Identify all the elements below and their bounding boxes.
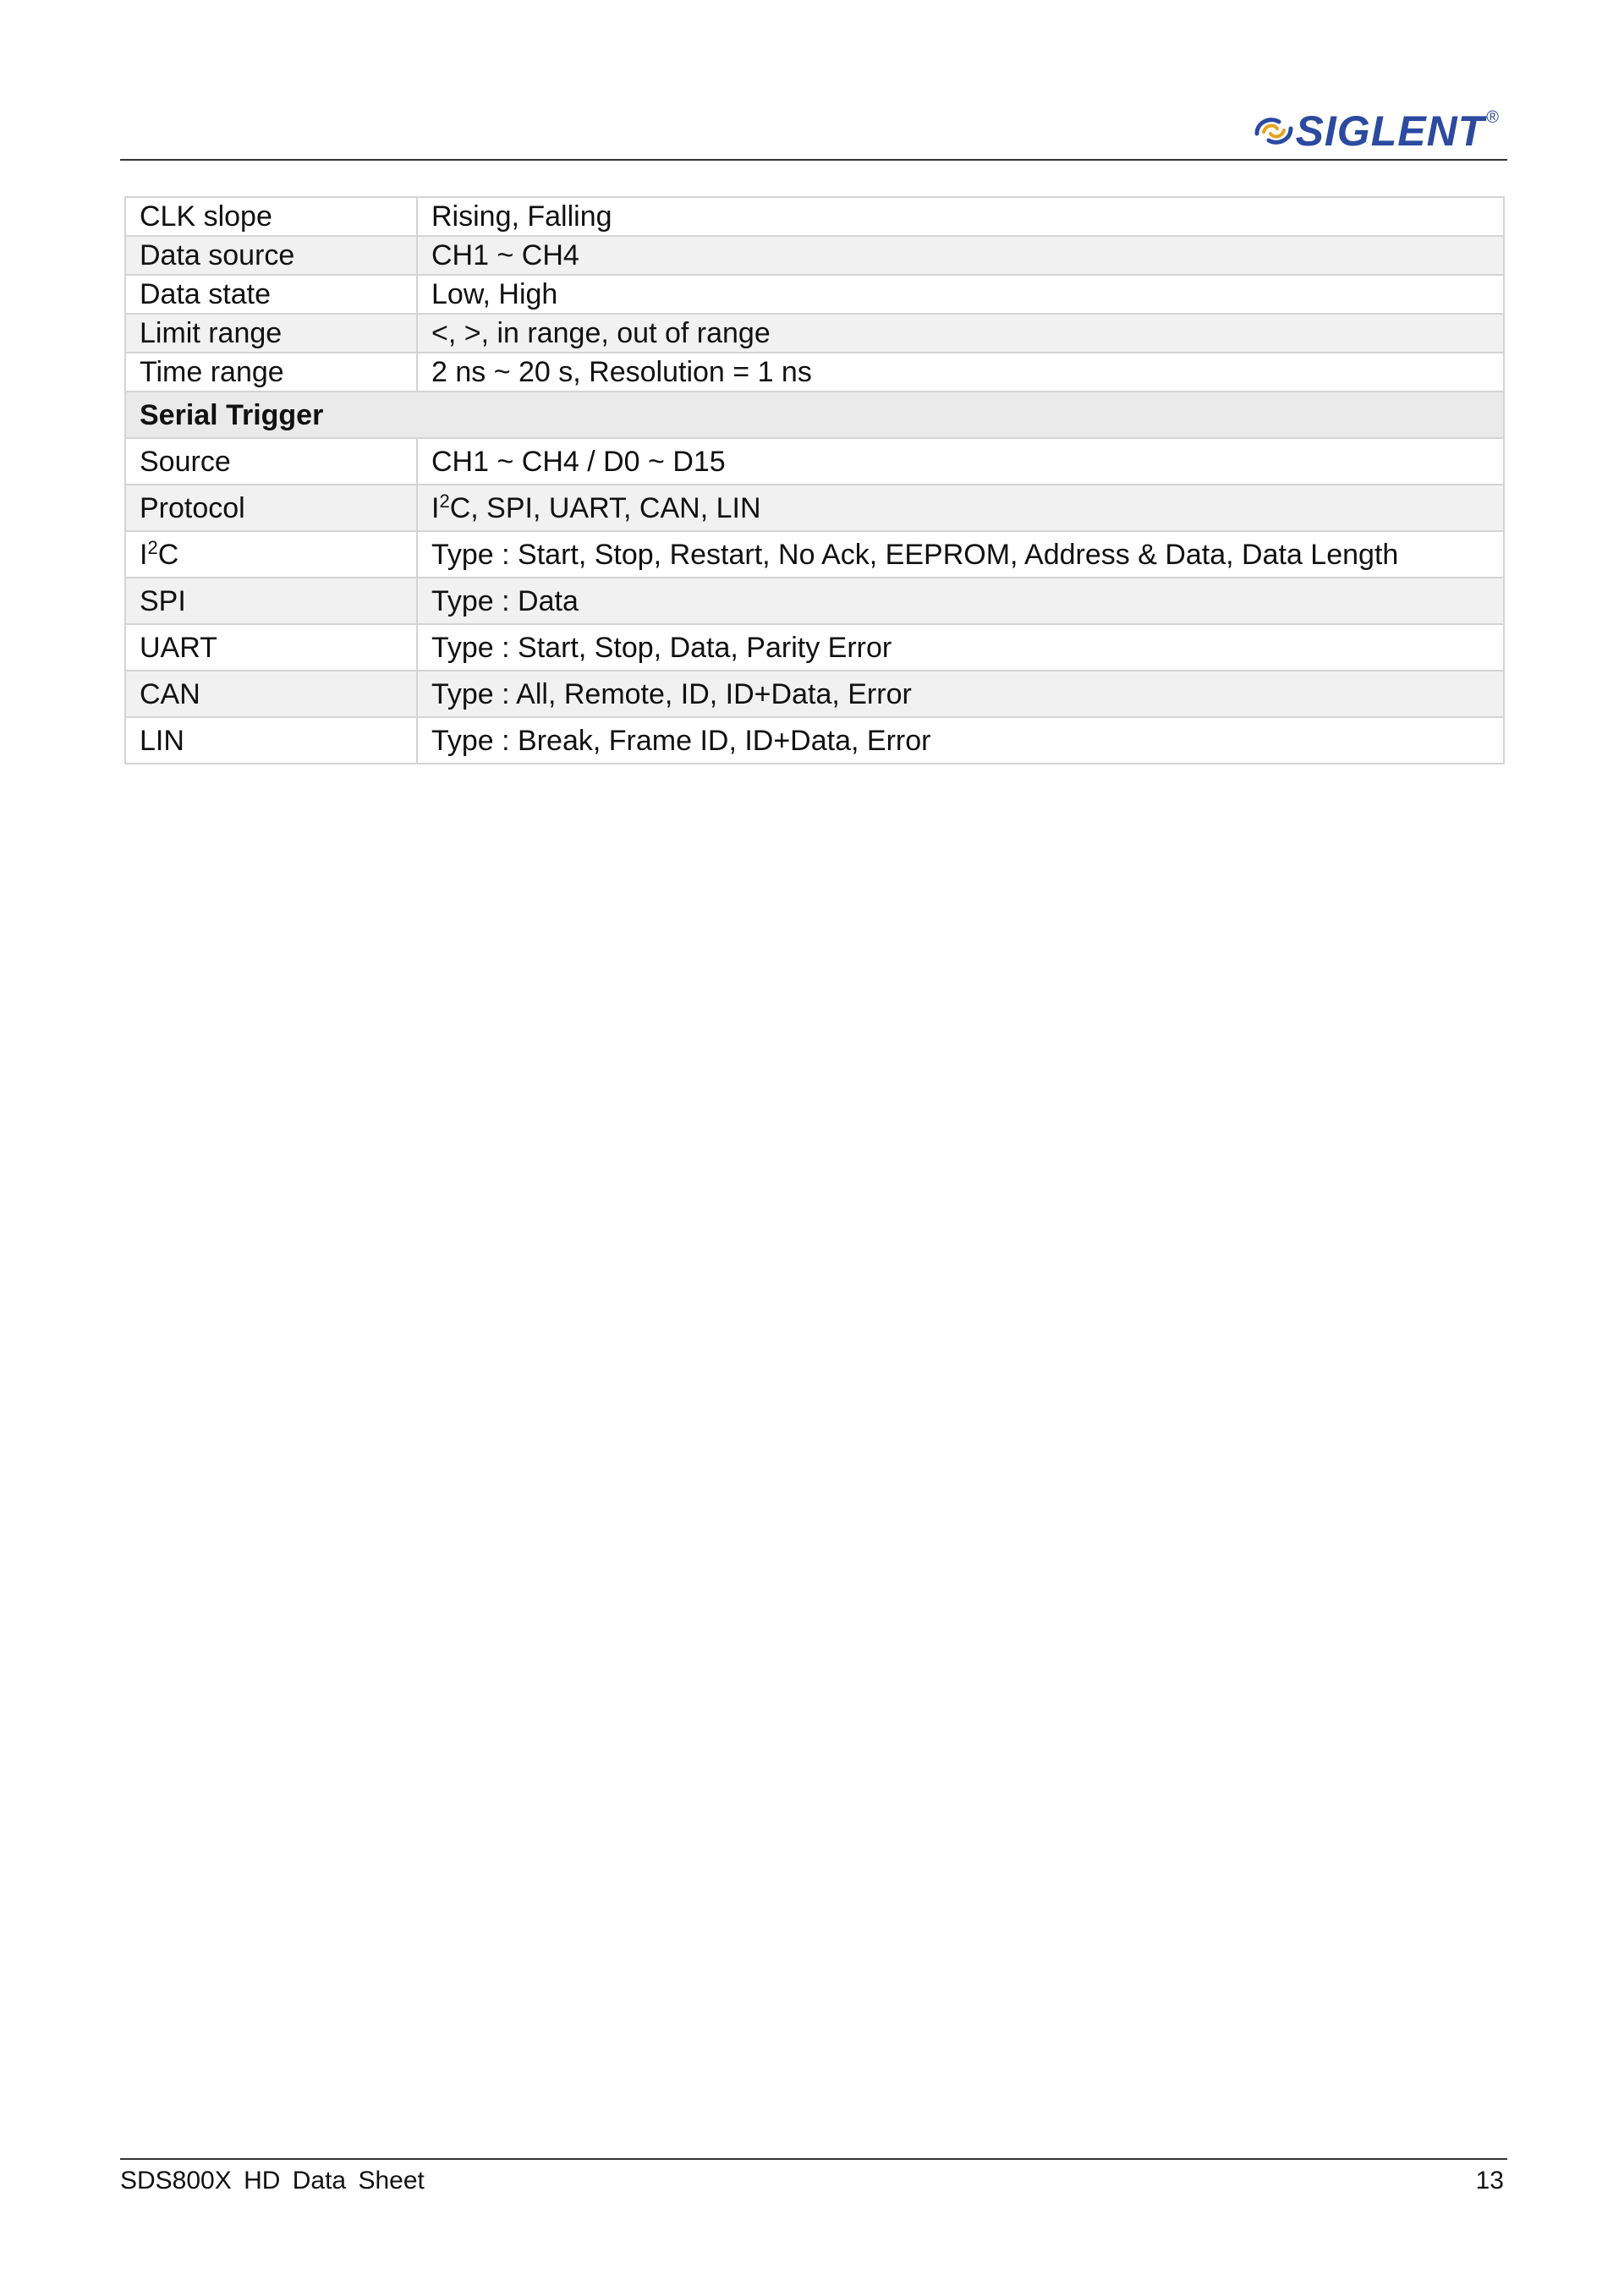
row-value: Low, High [417,275,1504,314]
label-prefix: I [140,538,148,571]
row-value: Type : All, Remote, ID, ID+Data, Error [417,671,1504,717]
superscript: 2 [147,536,158,558]
table-row [125,314,1504,353]
table-row [125,275,1504,314]
row-label: Data source [125,236,417,275]
row-value: Type : Data [417,578,1504,624]
row-label: Time range [125,353,417,392]
row-value: Type : Break, Frame ID, ID+Data, Error [417,717,1504,764]
row-label: SPI [125,578,417,624]
table-row [125,624,1504,671]
table-row [125,197,1504,236]
section-header-row [125,392,1504,438]
section-title: Serial Trigger [125,392,1504,438]
page-footer [120,2158,1507,2195]
superscript: 2 [439,490,450,512]
table-row [125,353,1504,392]
logo-wordmark: SIGLENT [1295,107,1485,155]
siglent-logo [1252,107,1499,155]
table-row [125,236,1504,275]
row-label [125,531,417,578]
row-label: Limit range [125,314,417,353]
table-row [125,485,1504,531]
row-value: Type : Start, Stop, Data, Parity Error [417,624,1504,671]
table-row [125,578,1504,624]
row-label: UART [125,624,417,671]
table-row [125,531,1504,578]
document-title: SDS800X HD Data Sheet [120,2167,425,2195]
row-value: <, >, in range, out of range [417,314,1504,353]
row-label: Source [125,438,417,485]
table-row [125,717,1504,764]
row-value: CH1 ~ CH4 / D0 ~ D15 [417,438,1504,485]
row-label: LIN [125,717,417,764]
spec-table [124,196,1505,764]
value-text: C, SPI, UART, CAN, LIN [449,491,761,524]
row-value [417,485,1504,531]
value-prefix: I [431,491,440,524]
table-row [125,438,1504,485]
page-number: 13 [1475,2167,1504,2195]
registered-mark: ® [1486,108,1499,127]
row-value: Rising, Falling [417,197,1504,236]
label-text: C [157,538,179,571]
row-label: Protocol [125,485,417,531]
row-value: CH1 ~ CH4 [417,236,1504,275]
page-header [120,101,1507,161]
row-label: CLK slope [125,197,417,236]
swirl-icon [1252,112,1296,151]
row-value: Type : Start, Stop, Restart, No Ack, EEPROM, Address & Data, Data Length [417,531,1504,578]
row-value: 2 ns ~ 20 s, Resolution = 1 ns [417,353,1504,392]
row-label: CAN [125,671,417,717]
table-row [125,671,1504,717]
row-label: Data state [125,275,417,314]
